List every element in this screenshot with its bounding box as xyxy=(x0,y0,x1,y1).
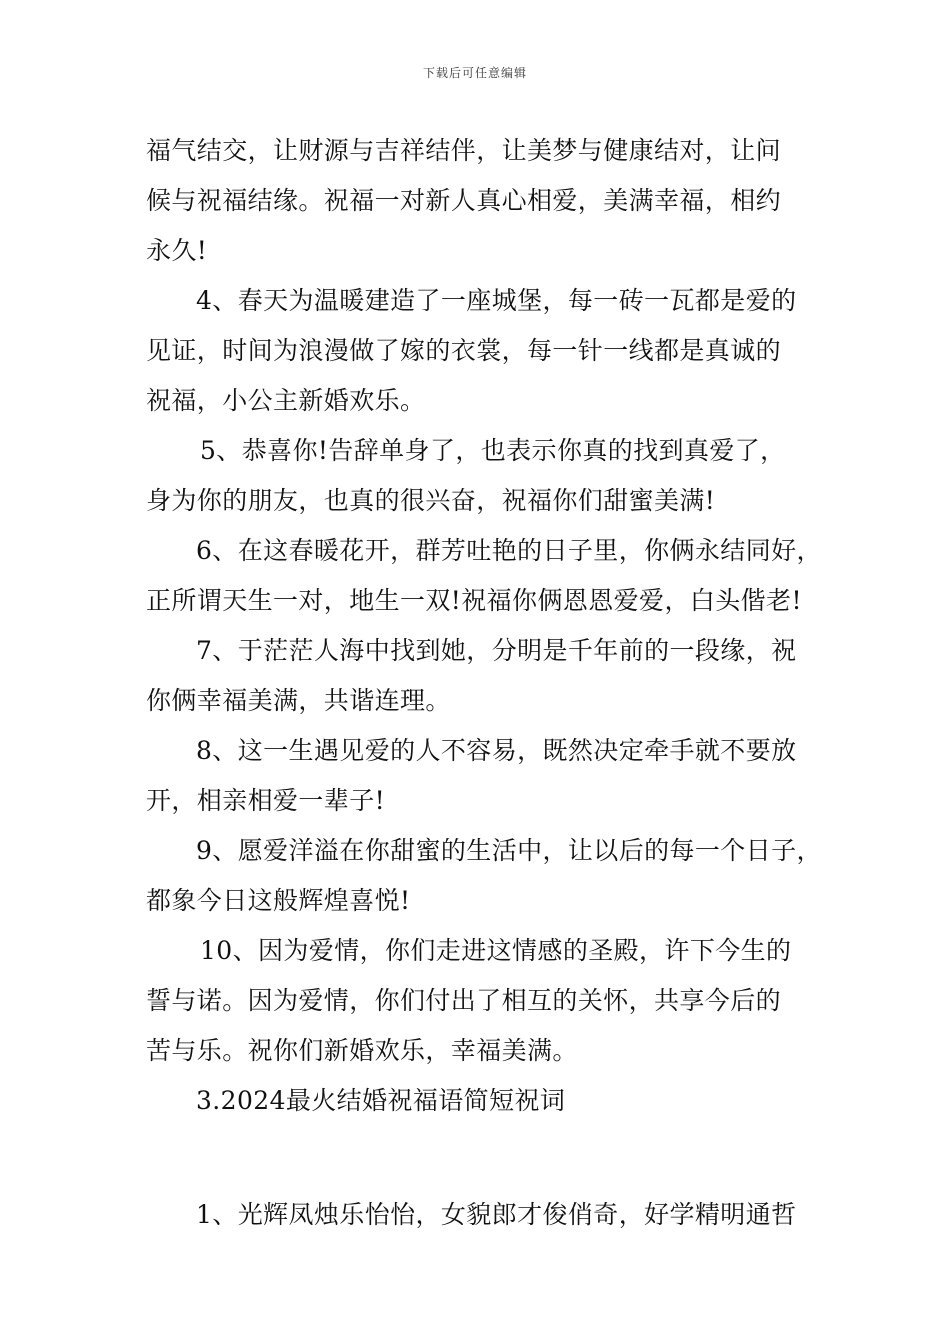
paragraph-line: 4、春天为温暖建造了一座城堡，每一砖一瓦都是爱的 xyxy=(196,286,797,315)
paragraph-line: 7、于茫茫人海中找到她，分明是千年前的一段缘，祝 xyxy=(196,636,797,665)
paragraph-line: 福气结交，让财源与吉祥结伴，让美梦与健康结对，让问 xyxy=(146,136,782,165)
paragraph-line: 正所谓天生一对，地生一双!祝福你俩恩恩爱爱，白头偕老! xyxy=(146,586,802,615)
paragraph-line: 6、在这春暖花开，群芳吐艳的日子里，你俩永结同好， xyxy=(196,536,822,565)
paragraph-line: 都象今日这般辉煌喜悦! xyxy=(146,886,411,915)
page-header: 下载后可任意编辑 xyxy=(422,66,527,80)
paragraph-line: 你俩幸福美满，共谐连理。 xyxy=(146,686,451,715)
paragraph-line: 身为你的朋友，也真的很兴奋，祝福你们甜蜜美满! xyxy=(146,486,716,515)
paragraph-line: 10、因为爱情，你们走进这情感的圣殿，许下今生的 xyxy=(200,936,792,965)
section-spacer xyxy=(146,1126,811,1190)
paragraph-line: 8、这一生遇见爱的人不容易，既然决定牵手就不要放 xyxy=(196,736,797,765)
paragraph-line: 5、恭喜你!告辞单身了，也表示你真的找到真爱了， xyxy=(200,436,786,465)
paragraph-line: 候与祝福结缘。祝福一对新人真心相爱，美满幸福，相约 xyxy=(146,186,782,215)
section-heading: 3.2024最火结婚祝福语简短祝词 xyxy=(196,1086,566,1115)
paragraph-line: 见证，时间为浪漫做了嫁的衣裳，每一针一线都是真诚的 xyxy=(146,336,782,365)
document-body xyxy=(146,126,822,1240)
paragraph-line: 9、愿爱洋溢在你甜蜜的生活中，让以后的每一个日子， xyxy=(196,836,822,865)
paragraph-line: 开，相亲相爱一辈子! xyxy=(146,786,386,815)
paragraph-line: 永久! xyxy=(146,236,208,265)
paragraph-line: 苦与乐。祝你们新婚欢乐，幸福美满。 xyxy=(146,1036,578,1065)
paragraph-line: 誓与诺。因为爱情，你们付出了相互的关怀，共享今后的 xyxy=(146,986,782,1015)
paragraph-line: 祝福，小公主新婚欢乐。 xyxy=(146,386,426,415)
paragraph-line: 1、光辉凤烛乐怡怡，女貌郎才俊俏奇，好学精明通哲 xyxy=(196,1200,797,1229)
